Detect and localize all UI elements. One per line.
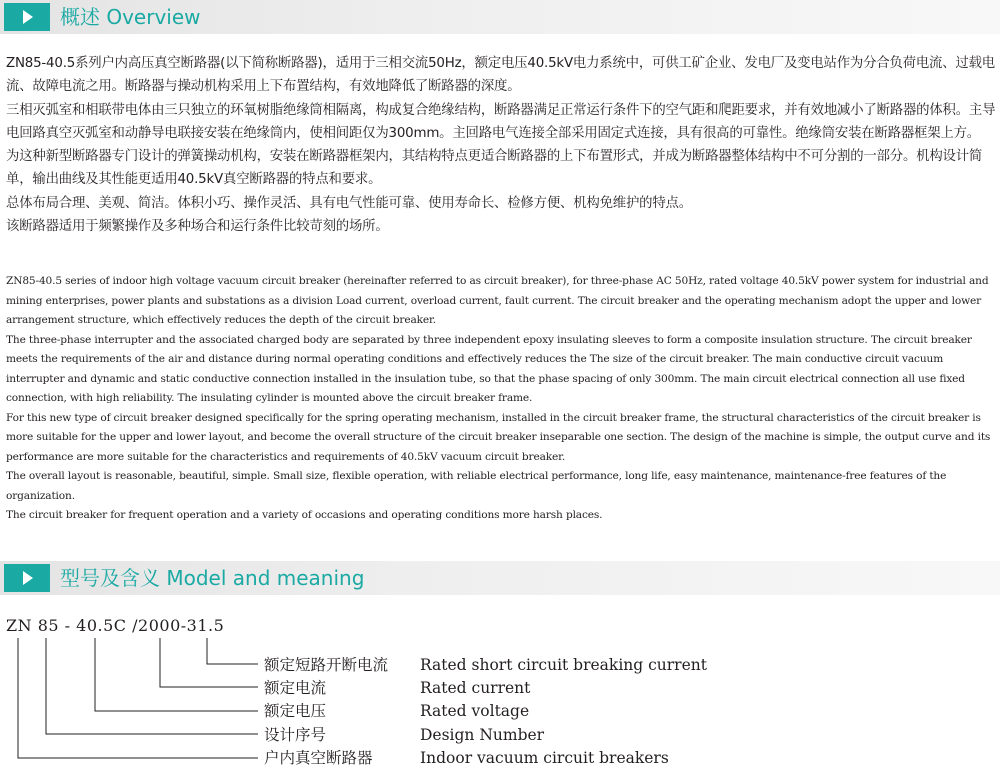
cn-paragraph: 该断路器适用于频繁操作及多种场合和运行条件比较苛刻的场所。 [6,219,389,235]
bracket-line-design [46,638,258,734]
code-sep: - [180,616,187,635]
overview-title: 概述 Overview [60,5,201,29]
en-paragraph: ZN85-40.5 series of indoor high voltage vacuum circuit breaker (hereinafter referred to as circuit breaker), for three-phase AC 50Hz, rated voltage 40.5kV power system for industrial and mining enterprises, power plants and substations as a division Load current, overload current, fault current. The circuit breaker and the operating mechanism adopt the upper and lower arrangement structure, which effectively reduces the depth of the circuit breaker. [6,275,989,326]
cn-paragraph: ZN85-40.5系列户内高压真空断路器(以下简称断路器)，适用于三相交流50Hz，额定电压40.5kV电力系统中，可供工矿企业、发电厂及变电站作为分合负荷电流、过载电流、故障电流之用。断路器与操动机构采用上下布置结构，有效地降低了断路器的深度。 [6,56,995,95]
code-part-zn: ZN [6,616,33,635]
en-paragraph: For this new type of circuit breaker designed specifically for the spring operating mechanism, installed in the circuit breaker frame, the structural characteristics of the circuit breaker is more suitable for the upper and lower layout, and become the overall structure of the circuit breaker inseparable one section. The design of the machine is simple, the output curve and its performance are more suitable for the characteristics and requirements of 40.5kV vacuum circuit breaker. [6,411,991,463]
meaning-cn-current: 额定电流 [264,679,327,697]
code-sep: - [64,616,71,635]
meaning-cn-breaking: 额定短路开断电流 [264,656,389,674]
meaning-en-design: Design Number [420,726,545,744]
meaning-cn-type: 户内真空断路器 [264,749,373,767]
meaning-en-current: Rated current [420,679,531,697]
code-part-voltage: 40.5C [76,616,127,635]
meaning-en-voltage: Rated voltage [420,702,530,720]
en-paragraph: The overall layout is reasonable, beautiful, simple. Small size, flexible operation, with reliable electrical performance, long life, easy maintenance, maintenance-free features of the organization. [6,470,947,502]
cn-paragraph: 总体布局合理、美观、简洁。体积小巧、操作灵活、具有电气性能可靠、使用寿命长、检修方便、机构免维护的特点。 [6,195,692,211]
bracket-line-current [160,638,258,687]
en-paragraph: The three-phase interrupter and the associated charged body are separated by three independent epoxy insulating sleeves to form a composite insulation structure. The circuit breaker meets the requirements of the air and distance during normal operating conditions and effectively reduces the The size of the circuit breaker. The main conductive circuit vacuum interrupter and dynamic and static conductive connection installed in the insulation tube, so that the phase spacing of only 300mm. The main circuit electrical connection all use fixed connection, with high reliability. The insulating cylinder is mounted above the circuit breaker frame. [6,333,972,404]
bracket-line-breaking [207,638,258,664]
code-sep: / [132,616,139,635]
model-title: 型号及含义 Model and meaning [60,566,365,590]
cn-paragraph: 为这种新型断路器专门设计的弹簧操动机构，安装在断路器框架内，其结构特点更适合断路器的上下布置形式，并成为断路器整体结构中不可分割的一部分。机构设计简单，输出曲线及其性能更适用40.5kV真空断路器的特点和要求。 [6,149,983,188]
code-part-85: 85 [37,616,60,635]
meaning-en-breaking: Rated short circuit breaking current [420,656,707,674]
meaning-cn-design: 设计序号 [264,726,327,744]
bracket-line-type [18,638,258,758]
code-part-breaking: 31.5 [186,616,225,635]
bracket-line-voltage [95,638,258,711]
meaning-en-type: Indoor vacuum circuit breakers [420,749,669,767]
meaning-cn-voltage: 额定电压 [264,702,327,720]
cn-paragraph: 三相灭弧室和相联带电体由三只独立的环氧树脂绝缘筒相隔离，构成复合绝缘结构，断路器满足正常运行条件下的空气距和爬距要求，并有效地减小了断路器的体积。主导电回路真空灭弧室和动静导电联接安装在绝缘筒内，使相间距仅为300mm。主回路电气连接全部采用固定式连接，具有很高的可靠性。绝缘筒安装在断路器框架上方。 [6,102,996,141]
code-part-current: 2000 [138,616,181,635]
en-paragraph: The circuit breaker for frequent operation and a variety of occasions and operating conditions more harsh places. [6,509,603,521]
